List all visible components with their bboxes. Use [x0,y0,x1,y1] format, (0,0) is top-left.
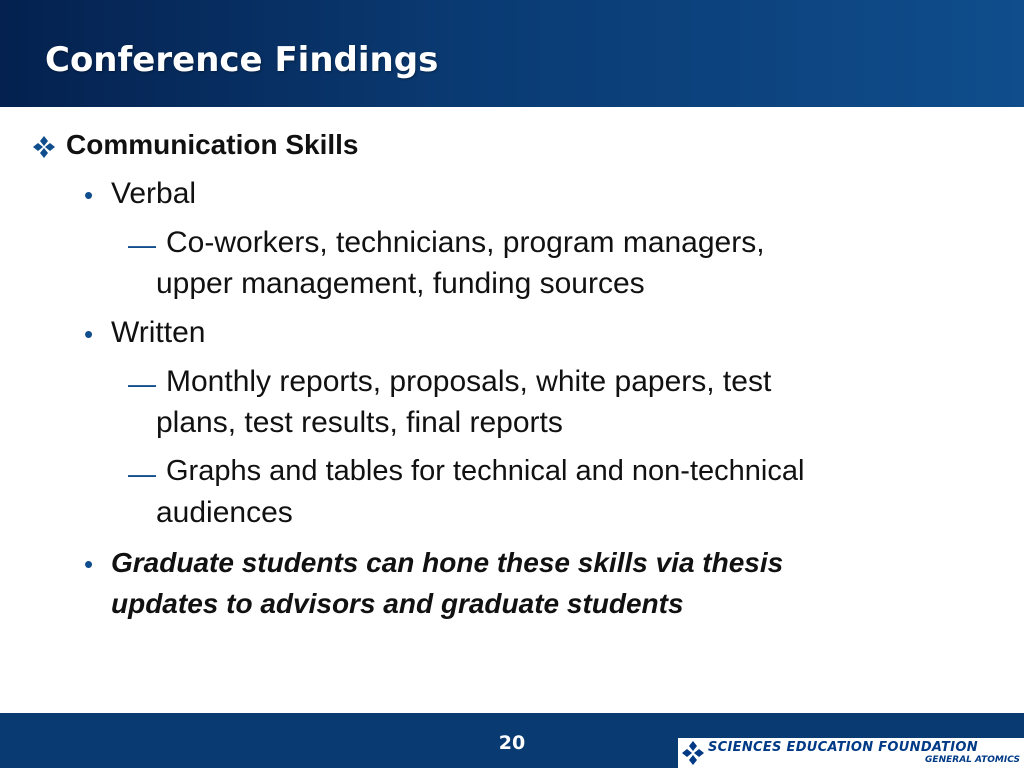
bullet-emphasis: • [84,549,94,579]
emphasis-line2: updates to advisors and graduate students [111,588,684,619]
slide-title: Conference Findings [45,40,439,80]
dash-verbal-sub: — [128,229,156,260]
logo-main-text: SCIENCES EDUCATION FOUNDATION [708,740,978,755]
verbal-sub-line1: Co-workers, technicians, program managers, [166,226,765,259]
dash-written-sub1: — [128,368,156,399]
logo-mark-icon [681,740,705,766]
item-written: Written [111,316,206,349]
heading-communication-skills: Communication Skills [66,129,359,160]
page-number: 20 [498,732,526,754]
written-sub2-line2: audiences [156,496,293,529]
logo-sub-text: GENERAL ATOMICS [925,755,1020,765]
written-sub1-line1: Monthly reports, proposals, white papers, test [166,365,772,398]
bullet-written: • [84,319,94,349]
written-sub2-line1: Graphs and tables for technical and non-technical [166,455,805,487]
dash-written-sub2: — [128,458,156,489]
item-verbal: Verbal [111,177,197,210]
emphasis-line1: Graduate students can hone these skills via thesis [111,547,784,578]
bullet-verbal: • [84,180,94,210]
verbal-sub-line2: upper management, funding sources [156,267,645,300]
sciences-education-foundation-logo [678,738,1024,768]
written-sub1-line2: plans, test results, final reports [156,406,563,439]
diamond-quad-icon [31,134,57,160]
